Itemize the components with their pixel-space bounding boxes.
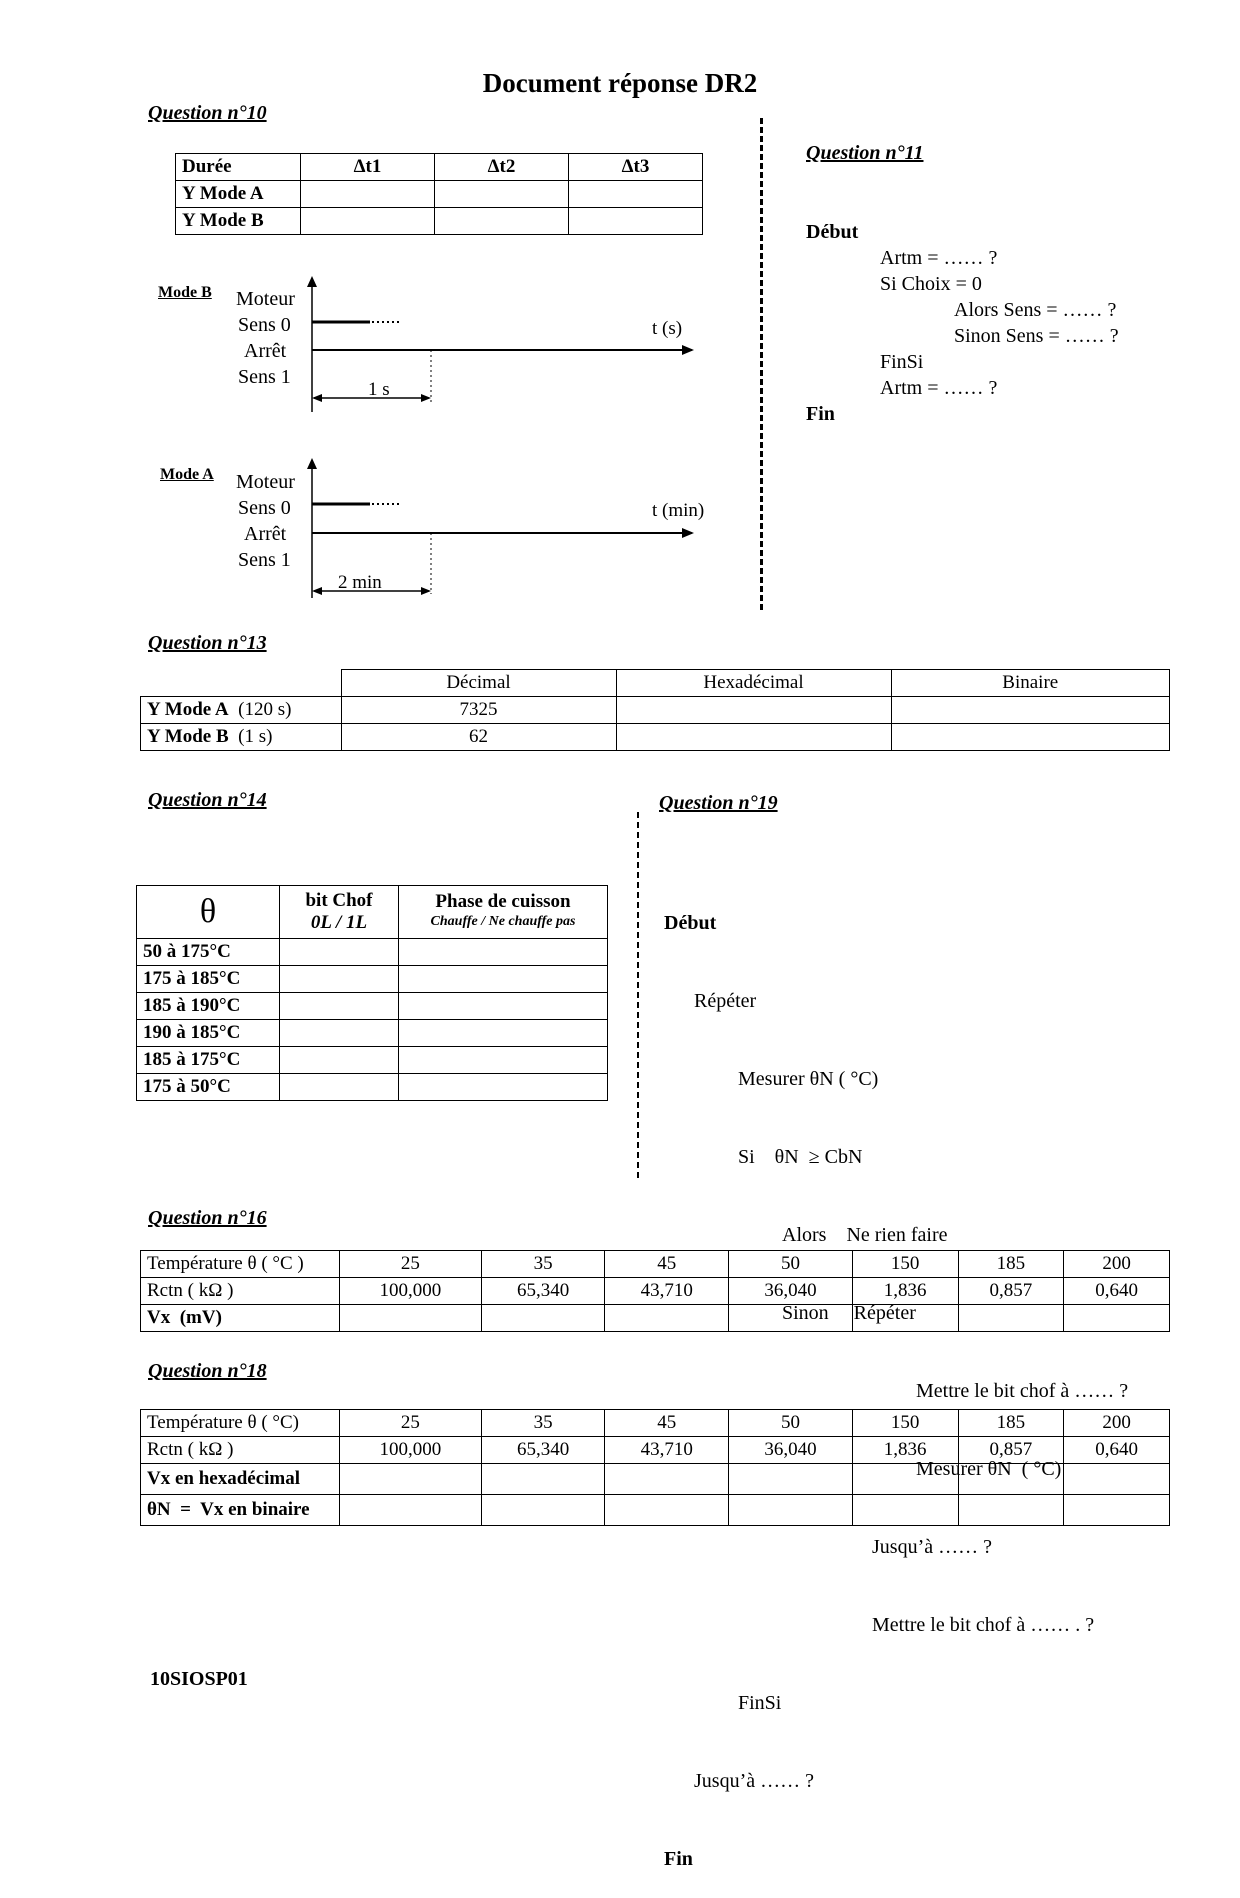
q10-cell-input[interactable] bbox=[569, 181, 703, 208]
q14-range: 175 à 185°C bbox=[137, 966, 280, 993]
q10-header-duree: Durée bbox=[176, 154, 301, 181]
q10-header-dt3: Δt3 bbox=[569, 154, 703, 181]
mode-b-time-axis-label: t (s) bbox=[652, 318, 683, 339]
q14-phase-cell[interactable] bbox=[399, 1074, 608, 1101]
mode-b-interval-arrowhead-left bbox=[312, 394, 322, 402]
q16-temp: 200 bbox=[1064, 1251, 1170, 1278]
q13-empty-corner bbox=[141, 670, 342, 697]
mode-a-level-sens0: Sens 0 bbox=[238, 497, 291, 519]
mode-a-interval-arrowhead-left bbox=[312, 587, 322, 595]
q13-hex-cell[interactable] bbox=[616, 697, 891, 724]
mode-a-time-arrowhead bbox=[682, 528, 694, 538]
q18-hex-cell[interactable] bbox=[852, 1464, 958, 1495]
q18-bin-cell[interactable] bbox=[340, 1495, 482, 1526]
q14-phase-cell[interactable] bbox=[399, 966, 608, 993]
q13-row-label-duration: (1 s) bbox=[228, 726, 273, 747]
q14-phase-cell[interactable] bbox=[399, 993, 608, 1020]
q19-line: Mettre le bit chof à …… . ? bbox=[872, 1614, 1095, 1636]
mode-b-level-sens1: Sens 1 bbox=[238, 366, 291, 388]
q16-rctn: 1,836 bbox=[852, 1278, 958, 1305]
q16-temp: 150 bbox=[852, 1251, 958, 1278]
q14-header-bit-title: bit Chof bbox=[305, 890, 373, 911]
q14-bit-cell[interactable] bbox=[280, 1074, 399, 1101]
q19-line: Mesurer θN ( °C) bbox=[916, 1458, 1062, 1480]
mode-b-interval-label: 1 s bbox=[368, 379, 390, 400]
q14-range: 190 à 185°C bbox=[137, 1020, 280, 1047]
q14-bit-cell[interactable] bbox=[280, 966, 399, 993]
q18-temp: 35 bbox=[481, 1410, 605, 1437]
mode-a-level-sens1: Sens 1 bbox=[238, 549, 291, 571]
q18-rctn: 0,640 bbox=[1064, 1437, 1170, 1464]
q16-vx-cell[interactable] bbox=[605, 1305, 729, 1332]
q16-temp: 185 bbox=[958, 1251, 1064, 1278]
q18-hex-cell[interactable] bbox=[729, 1464, 853, 1495]
q13-heading: Question n°13 bbox=[148, 632, 267, 654]
q10-cell-input[interactable] bbox=[569, 208, 703, 235]
q18-row-label-hex: Vx en hexadécimal bbox=[141, 1464, 340, 1495]
q11-algorithm bbox=[806, 219, 1119, 427]
q18-bin-cell[interactable] bbox=[605, 1495, 729, 1526]
q18-hex-cell[interactable] bbox=[481, 1464, 605, 1495]
q16-vx-cell[interactable] bbox=[481, 1305, 605, 1332]
q16-vx-cell[interactable] bbox=[852, 1305, 958, 1332]
q16-vx-cell[interactable] bbox=[958, 1305, 1064, 1332]
q11-line: Artm = …… ? bbox=[880, 247, 998, 269]
q11-line: FinSi bbox=[880, 351, 924, 373]
q19-heading: Question n°19 bbox=[659, 792, 778, 814]
q16-rctn: 36,040 bbox=[729, 1278, 853, 1305]
page-title: Document réponse DR2 bbox=[482, 68, 758, 98]
mode-a-chronogram bbox=[290, 458, 710, 600]
q13-row-label-mode: Y Mode B bbox=[147, 726, 229, 747]
q19-line: Répéter bbox=[694, 990, 757, 1012]
q19-line: Alors Ne rien faire bbox=[782, 1224, 948, 1246]
q18-bin-cell[interactable] bbox=[1064, 1495, 1170, 1526]
q11-line: Alors Sens = …… ? bbox=[954, 299, 1117, 321]
q14-header-phase bbox=[399, 886, 608, 939]
q18-bin-cell[interactable] bbox=[481, 1495, 605, 1526]
q19-line-fin: Fin bbox=[664, 1848, 693, 1870]
q16-vx-cell[interactable] bbox=[1064, 1305, 1170, 1332]
mode-b-label: Mode B bbox=[158, 284, 212, 301]
q18-hex-cell[interactable] bbox=[958, 1464, 1064, 1495]
q14-range: 185 à 175°C bbox=[137, 1047, 280, 1074]
q16-row-label-vx: Vx (mV) bbox=[141, 1305, 340, 1332]
q10-row-label: Y Mode B bbox=[176, 208, 301, 235]
q19-line: Si θN ≥ CbN bbox=[738, 1146, 863, 1168]
q13-bin-cell[interactable] bbox=[891, 697, 1170, 724]
q18-row-label-temp: Température θ ( °C) bbox=[141, 1410, 340, 1437]
q11-line: Artm = …… ? bbox=[880, 377, 998, 399]
q10-header-dt2: Δt2 bbox=[435, 154, 569, 181]
q18-hex-cell[interactable] bbox=[605, 1464, 729, 1495]
q18-rctn: 36,040 bbox=[729, 1437, 853, 1464]
q11-heading: Question n°11 bbox=[806, 142, 924, 164]
q13-header-hexadecimal: Hexadécimal bbox=[616, 670, 891, 697]
q10-cell-input[interactable] bbox=[435, 208, 569, 235]
mode-b-axis-arrowhead bbox=[307, 276, 317, 287]
q13-hex-cell[interactable] bbox=[616, 724, 891, 751]
q16-rctn: 0,857 bbox=[958, 1278, 1064, 1305]
q13-bin-cell[interactable] bbox=[891, 724, 1170, 751]
q18-bin-cell[interactable] bbox=[729, 1495, 853, 1526]
mode-b-level-moteur: Moteur bbox=[236, 288, 295, 310]
q18-temp: 150 bbox=[852, 1410, 958, 1437]
mode-b-time-arrowhead bbox=[682, 345, 694, 355]
q16-rctn: 65,340 bbox=[481, 1278, 605, 1305]
q14-phase-cell[interactable] bbox=[399, 939, 608, 966]
q14-range: 50 à 175°C bbox=[137, 939, 280, 966]
mode-a-level-arret: Arrêt bbox=[244, 523, 287, 545]
q16-temp: 45 bbox=[605, 1251, 729, 1278]
q18-hex-cell[interactable] bbox=[1064, 1464, 1170, 1495]
q18-rctn: 1,836 bbox=[852, 1437, 958, 1464]
q13-row-label bbox=[141, 697, 342, 724]
mode-b-level-arret: Arrêt bbox=[244, 340, 287, 362]
q10-header-dt1: Δt1 bbox=[301, 154, 435, 181]
q19-line: Mettre le bit chof à …… ? bbox=[916, 1380, 1129, 1402]
q14-bit-cell[interactable] bbox=[280, 939, 399, 966]
q14-range: 175 à 50°C bbox=[137, 1074, 280, 1101]
mode-a-level-moteur: Moteur bbox=[236, 471, 295, 493]
q16-temp: 35 bbox=[481, 1251, 605, 1278]
q18-rctn: 0,857 bbox=[958, 1437, 1064, 1464]
q19-line: FinSi bbox=[738, 1692, 782, 1714]
q13-row-label-mode: Y Mode A bbox=[147, 699, 229, 720]
q13-header-decimal: Décimal bbox=[341, 670, 616, 697]
q19-line: Jusqu’à …… ? bbox=[694, 1770, 814, 1792]
q18-temp: 50 bbox=[729, 1410, 853, 1437]
q18-temp: 185 bbox=[958, 1410, 1064, 1437]
q13-decimal-value: 7325 bbox=[341, 697, 616, 724]
mode-a-time-axis-label: t (min) bbox=[652, 500, 705, 521]
q13-row-label bbox=[141, 724, 342, 751]
q11-line-debut: Début bbox=[806, 221, 859, 243]
q18-temp: 45 bbox=[605, 1410, 729, 1437]
q16-heading: Question n°16 bbox=[148, 1207, 267, 1229]
q19-algorithm bbox=[664, 858, 1128, 1898]
q14-phase-cell[interactable] bbox=[399, 1020, 608, 1047]
q18-temp: 25 bbox=[340, 1410, 482, 1437]
mode-b-chronogram bbox=[290, 276, 710, 416]
q14-bit-cell[interactable] bbox=[280, 993, 399, 1020]
q11-line-fin: Fin bbox=[806, 403, 835, 425]
q16-sensor-table bbox=[140, 1250, 1170, 1332]
q16-vx-cell[interactable] bbox=[340, 1305, 482, 1332]
q10-cell-input[interactable] bbox=[301, 181, 435, 208]
q16-row-label-temp: Température θ ( °C ) bbox=[141, 1251, 340, 1278]
q16-rctn: 100,000 bbox=[340, 1278, 482, 1305]
q13-row-label-duration: (120 s) bbox=[228, 699, 292, 720]
q16-rctn: 43,710 bbox=[605, 1278, 729, 1305]
mode-a-label: Mode A bbox=[160, 466, 214, 483]
q18-heading: Question n°18 bbox=[148, 1360, 267, 1382]
q14-phase-cell[interactable] bbox=[399, 1047, 608, 1074]
q19-line: Sinon Répéter bbox=[782, 1302, 916, 1324]
q14-range: 185 à 190°C bbox=[137, 993, 280, 1020]
q11-line: Si Choix = 0 bbox=[880, 273, 982, 295]
q16-vx-cell[interactable] bbox=[729, 1305, 853, 1332]
q18-rctn: 43,710 bbox=[605, 1437, 729, 1464]
q16-rctn: 0,640 bbox=[1064, 1278, 1170, 1305]
middle-column-separator bbox=[637, 812, 639, 1178]
top-column-separator bbox=[760, 118, 763, 610]
q14-header-bit bbox=[280, 886, 399, 939]
q14-bit-cell[interactable] bbox=[280, 1047, 399, 1074]
q10-cell-input[interactable] bbox=[301, 208, 435, 235]
q14-heading: Question n°14 bbox=[148, 789, 267, 811]
q14-header-bit-values: 0L / 1L bbox=[310, 912, 368, 933]
q18-bin-cell[interactable] bbox=[852, 1495, 958, 1526]
q14-bit-cell[interactable] bbox=[280, 1020, 399, 1047]
q18-temp: 200 bbox=[1064, 1410, 1170, 1437]
q19-line: Jusqu’à …… ? bbox=[872, 1536, 992, 1558]
mode-a-interval-label: 2 min bbox=[338, 572, 382, 593]
q10-duration-table bbox=[175, 153, 703, 235]
document-reference: 10SIOSP01 bbox=[150, 1668, 248, 1690]
mode-a-axis-arrowhead bbox=[307, 458, 317, 469]
q18-rctn: 100,000 bbox=[340, 1437, 482, 1464]
q18-row-label-bin: θN = Vx en binaire bbox=[141, 1495, 340, 1526]
q16-row-label-rctn: Rctn ( kΩ ) bbox=[141, 1278, 340, 1305]
q14-header-phase-sub: Chauffe / Ne chauffe pas bbox=[430, 914, 576, 929]
mode-a-interval-arrowhead-right bbox=[421, 587, 431, 595]
mode-b-interval-arrowhead-right bbox=[421, 394, 431, 402]
q13-header-binaire: Binaire bbox=[891, 670, 1170, 697]
q19-line-debut: Début bbox=[664, 912, 717, 934]
q18-bin-cell[interactable] bbox=[958, 1495, 1064, 1526]
q18-conversion-table bbox=[140, 1409, 1170, 1526]
mode-b-level-sens0: Sens 0 bbox=[238, 314, 291, 336]
q13-decimal-value: 62 bbox=[341, 724, 616, 751]
q14-header-theta: θ bbox=[137, 886, 280, 939]
q16-temp: 25 bbox=[340, 1251, 482, 1278]
q13-conversion-table bbox=[140, 669, 1170, 751]
q16-temp: 50 bbox=[729, 1251, 853, 1278]
q18-hex-cell[interactable] bbox=[340, 1464, 482, 1495]
q19-line: Mesurer θN ( °C) bbox=[738, 1068, 879, 1090]
q10-heading: Question n°10 bbox=[148, 102, 267, 124]
q10-row-label: Y Mode A bbox=[176, 181, 301, 208]
q18-row-label-rctn: Rctn ( kΩ ) bbox=[141, 1437, 340, 1464]
q18-rctn: 65,340 bbox=[481, 1437, 605, 1464]
q14-header-phase-title: Phase de cuisson bbox=[435, 891, 571, 912]
q14-cooking-table bbox=[136, 885, 608, 1101]
q10-cell-input[interactable] bbox=[435, 181, 569, 208]
q11-line: Sinon Sens = …… ? bbox=[954, 325, 1119, 347]
